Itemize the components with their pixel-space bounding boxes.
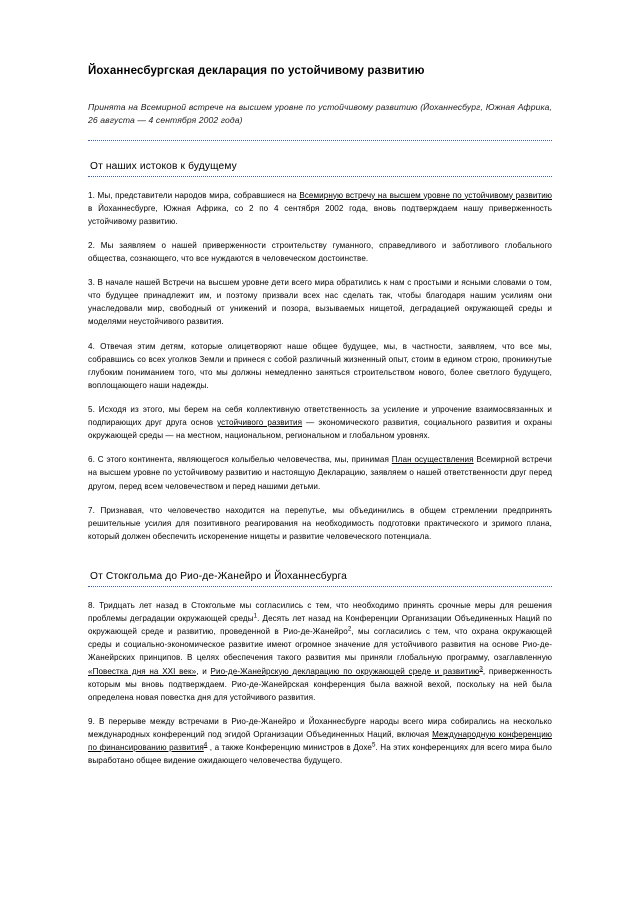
footnote-marker[interactable]: 1 <box>253 612 258 620</box>
paragraph <box>88 599 552 704</box>
paragraph-text: 5. Исходя из этого, мы берем на себя коллективную ответственность за усиление и упрочение взаимосвязанных и подпирающих друг друга основ <box>88 404 552 428</box>
paragraph <box>88 276 552 328</box>
paragraph-text: Всемирной встречи на высшем уровне по устойчивому развитию и настоящую Декларацию, заявляем о нашей ответственности друг перед другом, перед всем человечеством и перед нашими детьми. <box>88 455 552 491</box>
paragraph-text: 2. Мы заявляем о нашей приверженности строительству гуманного, справедливого и заботливого глобального общества, сознающего, что все нуждаются в человеческом достоинстве. <box>88 240 552 263</box>
paragraph-text: . Десять лет назад на Конференции Организации Объединенных Наций по окружающей среде и развитию, проведенной в Рио-де-Жанейро <box>88 614 552 637</box>
paragraph-text: 6. С этого континента, являющегося колыбелью человечества, мы, принимая <box>88 455 392 465</box>
document-subtitle: Принята на Всемирной встрече на высшем уровне по устойчивому развитию (Йоханнесбург, Южная Африка, 26 августа — 4 сентября 2002 года) <box>88 101 552 126</box>
footnote-marker[interactable]: 4 <box>203 741 208 749</box>
inline-link[interactable]: устойчивого развития <box>217 418 303 428</box>
inline-link[interactable]: Всемирную встречу на высшем уровне по устойчивому развитию <box>299 190 552 200</box>
page-title: Йоханнесбургская декларация по устойчивому развитию <box>88 65 425 77</box>
paragraph-text: в Йоханнесбурге, Южная Африка, со 2 по 4 сентября 2002 года, вновь подтверждаем нашу приверженность устойчивому развитию. <box>88 203 552 226</box>
footnote-marker[interactable]: 2 <box>347 625 352 633</box>
paragraph-text: 4. Отвечая этим детям, которые олицетворяют наше общее будущее, мы, в частности, заявляем, что все мы, собравшись со всех уголков Земли и принеся с собой различный жизненный опыт, стоим в едином строю, проникнутые глубоким пониманием того, что мы должны немедленно заняться строительством нового, более светлого будущего, воплощающего наши надежды. <box>88 341 552 390</box>
paragraph-text: , приверженность которым мы вновь подтверждаем. Рио-де-Жанейрская конференция была важной вехой, поскольку на ней была определена новая повестка дня для устойчивого развития. <box>88 666 552 702</box>
sections-container <box>88 159 552 768</box>
paragraph-text: , мы согласились с тем, что охрана окружающей среды и социально-экономическое развитие имеют огромное значение для устойчивого развития на основе Рио-де-Жанейрских принципов. В целях обеспечения такого развития мы приняли глобальную программу, озаглавленную <box>88 627 553 663</box>
paragraph-text: , и <box>196 666 211 676</box>
footnote-marker[interactable]: 3 <box>479 664 483 672</box>
inline-link[interactable]: Рио-де-Жанейрскую декларацию по окружающей среде и развитию <box>210 666 480 676</box>
paragraph-text: 9. В перерыве между встречами в Рио-де-Жанейро и Йоханнесбурге народы всего мира собирались на несколько международных конференций под эгидой Организации Объединенных Наций, включая <box>88 716 552 739</box>
paragraph <box>88 715 552 767</box>
paragraph-text: 3. В начале нашей Встречи на высшем уровне дети всего мира обратились к нам с простыми и ясными словами о том, что будущее принадлежит им, и поэтому призвали всех нас сделать так, чтобы благодаря нашим усилиям они унаследовали мир, свободный от унижений и позора, вызываемых нищетой, деградацией окружающей среды и моделями неустойчивого развития. <box>88 278 552 327</box>
paragraph <box>88 189 552 228</box>
paragraph-text: 7. Признавая, что человечество находится на перепутье, мы объединились в общем стремлении предпринять решительные усилия для позитивного реагирования на необходимость подготовки практического и зримого плана, который должен обеспечить искоренение нищеты и развитие человеческого потенциала. <box>88 505 552 541</box>
document-section <box>88 159 552 543</box>
inline-link[interactable]: Международную конференцию по финансированию развития <box>88 729 552 753</box>
paragraph <box>88 504 552 543</box>
paragraph <box>88 340 552 392</box>
document-section <box>88 569 552 767</box>
paragraph-text: 1. Мы, представители народов мира, собравшиеся на <box>88 190 300 200</box>
section-heading: От Стокгольма до Рио-де-Жанейро и Йоханнесбурга <box>88 569 552 587</box>
section-heading: От наших истоков к будущему <box>88 159 552 177</box>
paragraph-text: . На этих конференциях для всего мира было выработано общее видение ожидающего человечества будущего. <box>88 743 553 766</box>
paragraph-text: — экономического развития, социального развития и охраны окружающей среды — на местном, национальном, региональном и глобальном уровнях. <box>88 418 552 441</box>
footnote-marker[interactable]: 5 <box>371 741 376 749</box>
paragraph-text: 8. Тридцать лет назад в Стокгольме мы согласились с тем, что необходимо принять срочные меры для решения проблемы деградации окружающей среды <box>88 600 552 624</box>
paragraph <box>88 403 552 442</box>
paragraph <box>88 453 552 492</box>
paragraph-text: , а также Конференцию министров в Дохе <box>207 743 372 753</box>
paragraph <box>88 239 552 265</box>
inline-link[interactable]: «Повестка дня на XXI век» <box>88 666 197 676</box>
inline-link[interactable]: План осуществления <box>391 455 474 465</box>
title-divider <box>88 140 552 141</box>
